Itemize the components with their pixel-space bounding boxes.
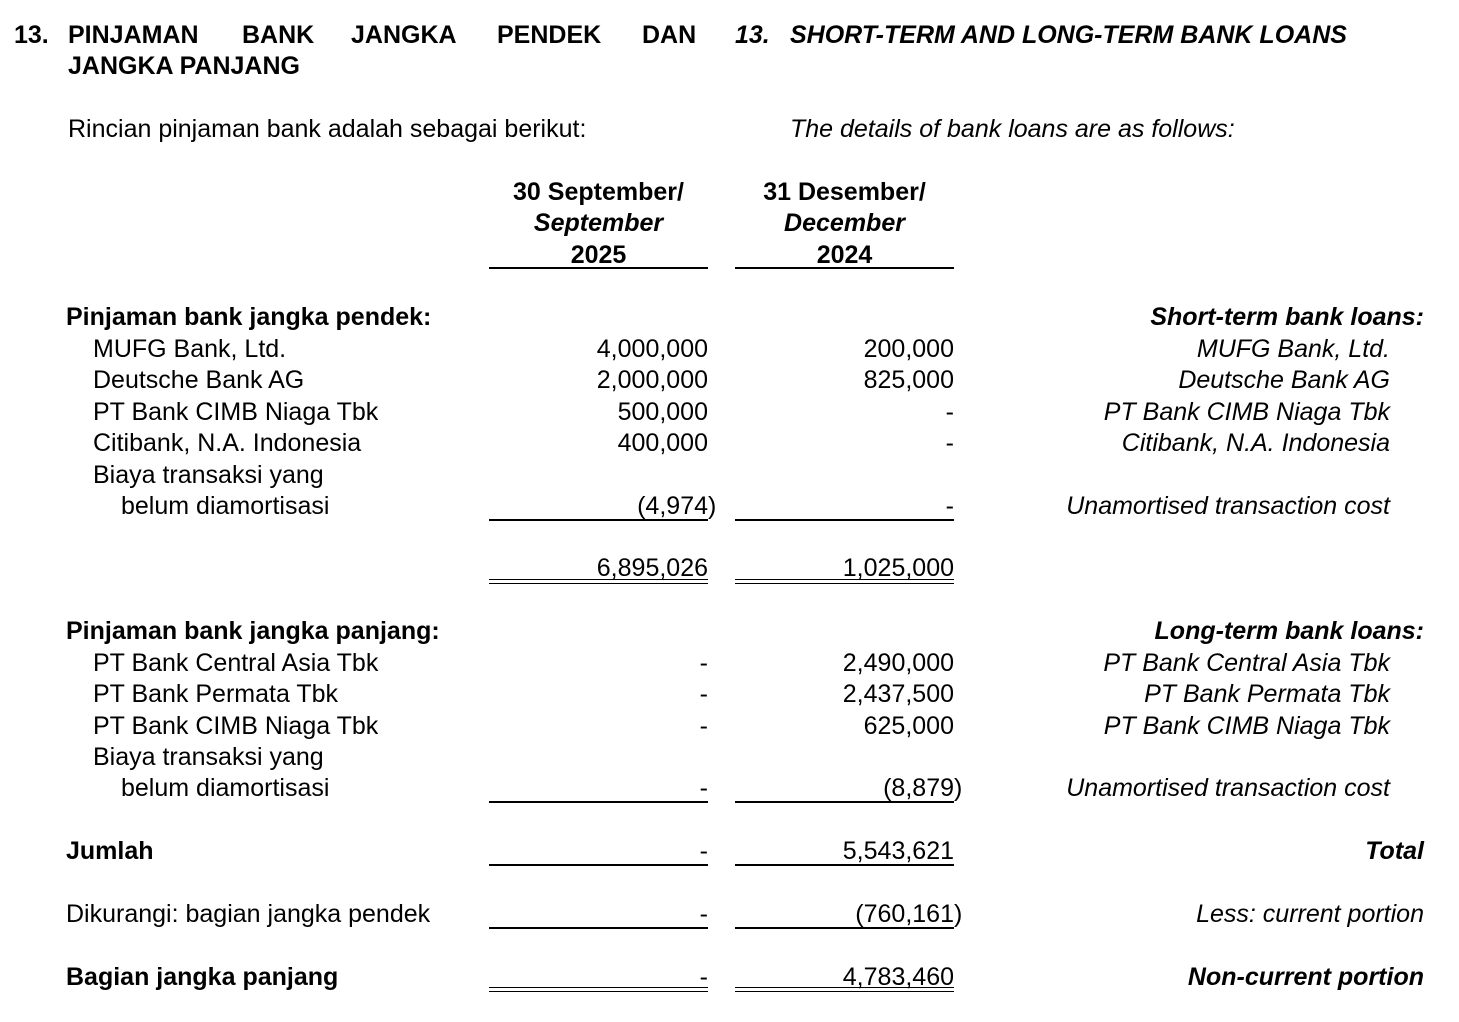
- table-row-label-id: PT Bank Permata Tbk: [93, 680, 339, 708]
- intro-en: The details of bank loans are as follows:: [790, 115, 1235, 143]
- heading-word: PINJAMAN: [68, 21, 199, 49]
- table-cell-2024: 825,000: [863, 366, 954, 394]
- unamortised-label-id-1: Biaya transaksi yang: [93, 461, 324, 489]
- unamortised-label-id-2: belum diamortisasi: [121, 774, 330, 802]
- table-row-label-en: PT Bank CIMB Niaga Tbk: [1103, 398, 1390, 426]
- total-2025: -: [699, 837, 708, 865]
- current-2025: -: [699, 900, 708, 928]
- heading-line2: JANGKA PANJANG: [68, 52, 300, 80]
- table-row-label-en: PT Bank Central Asia Tbk: [1103, 649, 1390, 677]
- underline: [735, 927, 954, 929]
- section-number-en: 13.: [735, 21, 770, 49]
- noncurrent-label-en: Non-current portion: [1187, 963, 1424, 991]
- heading-word: BANK: [242, 21, 315, 49]
- table-row-label-en: PT Bank Permata Tbk: [1144, 680, 1390, 708]
- col2-header-line2: December: [784, 209, 905, 237]
- unamortised-label-id-1: Biaya transaksi yang: [93, 743, 324, 771]
- closing-paren: ): [954, 900, 963, 928]
- table-row-label-en: MUFG Bank, Ltd.: [1196, 335, 1390, 363]
- underline: [735, 519, 954, 521]
- heading-word: DAN: [642, 21, 697, 49]
- underline: [735, 864, 954, 866]
- table-cell-2025: 4,000,000: [596, 335, 708, 363]
- short-term-subtotal-2025: 6,895,026: [596, 554, 708, 582]
- table-row-label-id: MUFG Bank, Ltd.: [93, 335, 287, 363]
- table-cell-2024: -: [945, 398, 954, 426]
- underline: [489, 519, 708, 521]
- total-label-id: Jumlah: [66, 837, 154, 865]
- double-underline: [489, 579, 708, 584]
- col1-header-line2: September: [533, 209, 664, 237]
- long-term-title-id: Pinjaman bank jangka panjang:: [66, 617, 440, 645]
- unamortised-label-en: Unamortised transaction cost: [1066, 492, 1390, 520]
- current-2024: (760,161: [855, 900, 954, 928]
- noncurrent-label-id: Bagian jangka panjang: [66, 963, 339, 991]
- col2-header-year: 2024: [816, 241, 873, 269]
- total-2024: 5,543,621: [842, 837, 954, 865]
- table-row-label-id: Deutsche Bank AG: [93, 366, 305, 394]
- table-cell-2025: 500,000: [617, 398, 708, 426]
- heading-word: PENDEK: [497, 21, 602, 49]
- table-cell-2024: -: [945, 429, 954, 457]
- underline: [489, 927, 708, 929]
- table-row-label-en: Deutsche Bank AG: [1178, 366, 1390, 394]
- underline: [489, 801, 708, 803]
- total-label-en: Total: [1365, 837, 1424, 865]
- current-label-en: Less: current portion: [1196, 900, 1424, 928]
- table-row-label-en: Citibank, N.A. Indonesia: [1121, 429, 1390, 457]
- table-cell-2024: 2,490,000: [842, 649, 954, 677]
- closing-paren: ): [708, 492, 717, 520]
- table-cell-2025: 400,000: [617, 429, 708, 457]
- col2-header-underline: [735, 267, 954, 269]
- unamortised-label-en: Unamortised transaction cost: [1066, 774, 1390, 802]
- unamortised-2024: -: [945, 492, 954, 520]
- table-row-label-id: PT Bank CIMB Niaga Tbk: [93, 712, 379, 740]
- double-underline: [735, 579, 954, 584]
- table-cell-2024: 625,000: [863, 712, 954, 740]
- table-cell-2025: -: [699, 712, 708, 740]
- table-row-label-id: PT Bank CIMB Niaga Tbk: [93, 398, 379, 426]
- table-cell-2025: -: [699, 680, 708, 708]
- table-row-label-id: Citibank, N.A. Indonesia: [93, 429, 362, 457]
- current-label-id: Dikurangi: bagian jangka pendek: [66, 900, 431, 928]
- col1-header-underline: [489, 267, 708, 269]
- closing-paren: ): [954, 774, 963, 802]
- underline: [489, 864, 708, 866]
- col2-header-line1: 31 Desember/: [763, 178, 926, 206]
- noncurrent-2025: -: [699, 963, 708, 991]
- col1-header-year: 2025: [570, 241, 627, 269]
- short-term-title-id: Pinjaman bank jangka pendek:: [66, 303, 432, 331]
- unamortised-label-id-2: belum diamortisasi: [121, 492, 330, 520]
- double-underline: [489, 987, 708, 992]
- table-row-label-id: PT Bank Central Asia Tbk: [93, 649, 379, 677]
- section-title-en: SHORT-TERM AND LONG-TERM BANK LOANS: [790, 21, 1347, 49]
- table-cell-2025: 2,000,000: [596, 366, 708, 394]
- heading-word: JANGKA: [351, 21, 457, 49]
- short-term-title-en: Short-term bank loans:: [1150, 303, 1424, 331]
- underline: [735, 801, 954, 803]
- noncurrent-2024: 4,783,460: [842, 963, 954, 991]
- table-cell-2025: -: [699, 649, 708, 677]
- table-cell-2024: 2,437,500: [842, 680, 954, 708]
- intro-id: Rincian pinjaman bank adalah sebagai berikut:: [68, 115, 587, 143]
- short-term-subtotal-2024: 1,025,000: [842, 554, 954, 582]
- long-term-title-en: Long-term bank loans:: [1154, 617, 1424, 645]
- col1-header-line1: 30 September/: [513, 178, 684, 206]
- unamortised-2024: (8,879: [883, 774, 954, 802]
- table-row-label-en: PT Bank CIMB Niaga Tbk: [1103, 712, 1390, 740]
- table-cell-2024: 200,000: [863, 335, 954, 363]
- section-number-id: 13.: [14, 21, 49, 49]
- double-underline: [735, 987, 954, 992]
- unamortised-2025: (4,974: [637, 492, 708, 520]
- unamortised-2025: -: [699, 774, 708, 802]
